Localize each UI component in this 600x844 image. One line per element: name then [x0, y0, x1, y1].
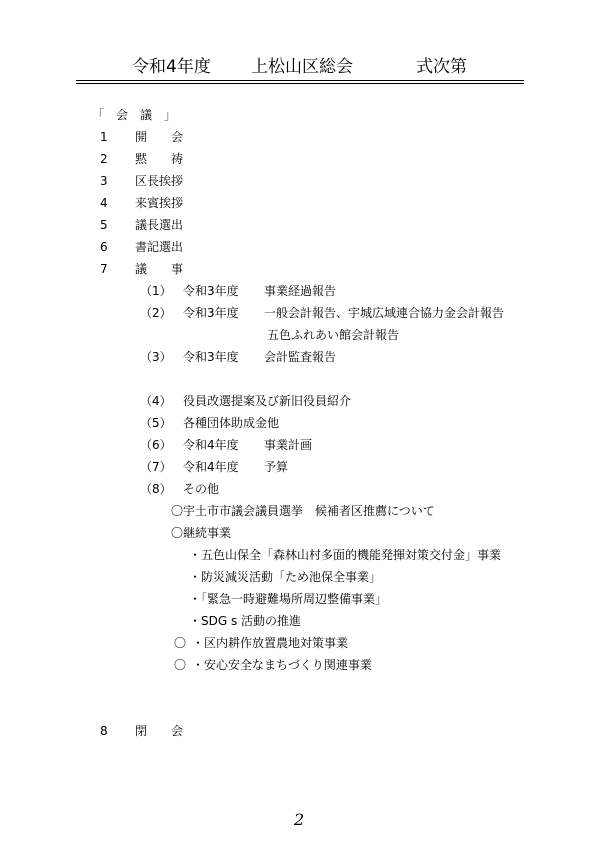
- header-organization: 上松山区総会: [251, 57, 353, 77]
- agenda-text-continued: 五色ふれあい館会計報告: [267, 328, 400, 342]
- agenda-text: 一般会計報告、宇城広域連合協力金会計報告: [264, 306, 505, 320]
- agenda-number: （1）: [140, 284, 172, 298]
- agenda-number: （2）: [140, 306, 172, 320]
- agenda-number: （8）: [140, 482, 172, 496]
- item-number: 1: [100, 130, 108, 144]
- item-label: 区長挨拶: [135, 174, 184, 188]
- agenda-year: 令和4年度: [183, 460, 239, 474]
- agenda-text: 事業経過報告: [264, 284, 337, 298]
- agenda-year: 令和4年度: [183, 438, 239, 452]
- project-item: ・安心安全なまちづくり関連事業: [192, 658, 372, 672]
- item-number: 5: [100, 218, 108, 232]
- project-mark: 〇: [174, 658, 187, 672]
- agenda-text: 事業計画: [264, 438, 313, 452]
- header-rule-bottom: [76, 83, 524, 84]
- continuing-item: ・SDG s 活動の推進: [189, 614, 302, 628]
- item-label: 来賓挨拶: [135, 196, 184, 210]
- agenda-text: 予算: [264, 460, 289, 474]
- page-number: 2: [294, 810, 305, 829]
- other-continuing-heading: 〇継続事業: [171, 526, 232, 540]
- continuing-item: ・五色山保全「森林山村多面的機能発揮対策交付金」事業: [189, 548, 502, 562]
- agenda-year: 令和3年度: [183, 284, 239, 298]
- item-label: 議長選出: [135, 218, 184, 232]
- item-number: 4: [100, 196, 108, 210]
- continuing-item: ・「緊急一時避難場所周辺整備事業」: [189, 592, 388, 606]
- agenda-text: 会計監査報告: [264, 350, 337, 364]
- continuing-item: ・防災減災活動「ため池保全事業」: [189, 570, 382, 584]
- item-number: 7: [100, 262, 108, 276]
- item-label: 黙 祷: [135, 152, 184, 166]
- item-number: 2: [100, 152, 108, 166]
- agenda-text: 役員改選提案及び新旧役員紹介: [183, 394, 352, 408]
- item-label: 書記選出: [135, 240, 184, 254]
- project-item: ・区内耕作放置農地対策事業: [192, 636, 349, 650]
- header-rule-top: [76, 80, 524, 81]
- item-label: 議 事: [135, 262, 184, 276]
- agenda-number: （5）: [140, 416, 172, 430]
- agenda-text: その他: [183, 482, 220, 496]
- closing-number: 8: [100, 724, 108, 738]
- section-label: 「 会 議 」: [92, 108, 177, 122]
- project-mark: 〇: [174, 636, 187, 650]
- agenda-number: （7）: [140, 460, 172, 474]
- agenda-number: （6）: [140, 438, 172, 452]
- header-program: 式次第: [416, 57, 467, 77]
- agenda-year: 令和3年度: [183, 350, 239, 364]
- header-year: 令和4年度: [132, 57, 211, 77]
- agenda-number: （3）: [140, 350, 172, 364]
- agenda-text: 各種団体助成金他: [183, 416, 280, 430]
- item-number: 6: [100, 240, 108, 254]
- closing-label: 閉 会: [135, 724, 184, 738]
- other-election: 〇宇土市市議会議員選挙 候補者区推薦について: [171, 504, 435, 518]
- agenda-year: 令和3年度: [183, 306, 239, 320]
- item-label: 開 会: [135, 130, 184, 144]
- agenda-number: （4）: [140, 394, 172, 408]
- item-number: 3: [100, 174, 108, 188]
